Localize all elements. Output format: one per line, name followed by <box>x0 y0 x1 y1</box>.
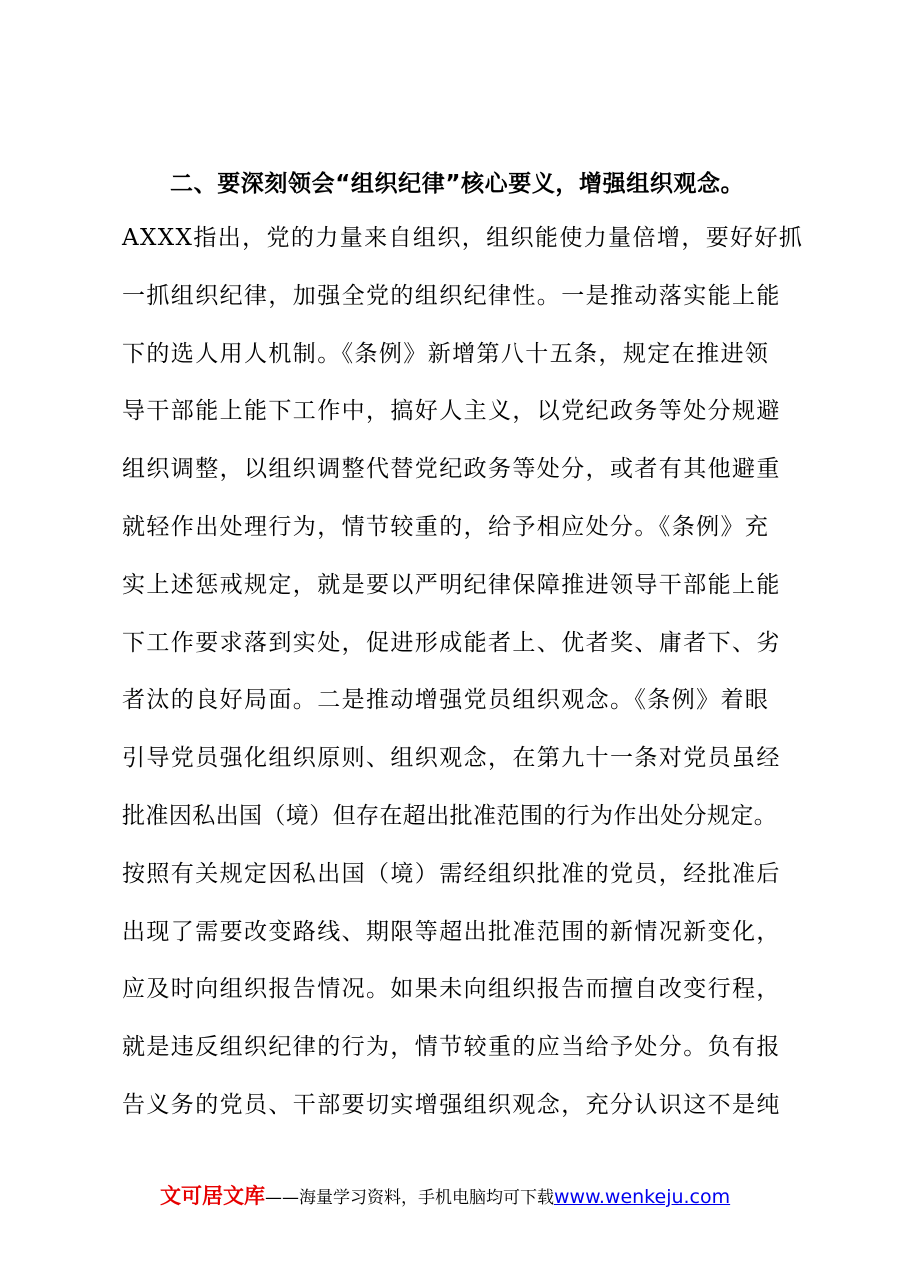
body-line: 出现了需要改变路线、期限等超出批准范围的新情况新变化， <box>122 918 781 945</box>
body-line: AXXX指出，党的力量来自组织，组织能使力量倍增，要好好抓 <box>122 225 804 251</box>
body-line: 下的选人用人机制。《条例》新增第八十五条，规定在推进领 <box>122 340 770 367</box>
body-line: 按照有关规定因私出国（境）需经组织批准的党员，经批准后 <box>122 860 781 887</box>
footer-brand: 文可居文库 <box>160 1184 265 1208</box>
body-line: 告义务的党员、干部要切实增强组织观念，充分认识这不是纯 <box>122 1091 781 1118</box>
body-line: 组织调整，以组织调整代替党纪政务等处分，或者有其他避重 <box>122 456 781 483</box>
body-line: 就是违反组织纪律的行为，情节较重的应当给予处分。负有报 <box>122 1034 781 1061</box>
body-line: 应及时向组织报告情况。如果未向组织报告而擅自改变行程， <box>122 976 781 1003</box>
footer-link[interactable]: www.wenkeju.com <box>554 1186 731 1208</box>
body-line: 者汰的良好局面。二是推动增强党员组织观念。《条例》着眼 <box>122 687 770 714</box>
body-text <box>122 216 802 1141</box>
body-line: 实上述惩戒规定，就是要以严明纪律保障推进领导干部能上能 <box>122 571 781 598</box>
footer-tagline: ——海量学习资料，手机电脑均可下载 <box>265 1188 554 1208</box>
footer-banner <box>160 1182 800 1212</box>
body-line: 批准因私出国（境）但存在超出批准范围的行为作出处分规定。 <box>122 802 778 829</box>
body-line: 引导党员强化组织原则、组织观念，在第九十一条对党员虽经 <box>122 745 781 772</box>
body-line: 导干部能上能下工作中，搞好人主义，以党纪政务等处分规避 <box>122 398 781 425</box>
body-line: 一抓组织纪律，加强全党的组织纪律性。一是推动落实能上能 <box>122 282 781 309</box>
section-heading: 二、要深刻领会“组织纪律”核心要义，增强组织观念。 <box>170 171 745 197</box>
body-line: 下工作要求落到实处，促进形成能者上、优者奖、庸者下、劣 <box>122 629 781 656</box>
body-line: 就轻作出处理行为，情节较重的，给予相应处分。《条例》充 <box>122 513 770 540</box>
